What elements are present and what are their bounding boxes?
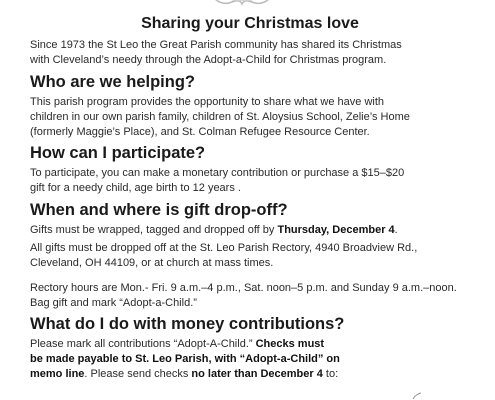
who-paragraph: This parish program provides the opportunity to share what we have with children in our own parish family, children of St. Aloysius School, Zelie’s Home (formerly Maggie’s Place), and St. Colman Refugee Resource Center. <box>30 96 410 138</box>
dropoff-deadline-text: Thursday, December 4 <box>277 224 395 236</box>
money-contributions-paragraph <box>30 337 470 382</box>
participate-paragraph: To participate, you can make a monetary contribution or purchase a $15–$20 gift for a needy child, age birth to 12 years . <box>30 167 405 194</box>
money-deadline-text: no later than December 4 <box>191 368 323 380</box>
dropoff-deadline-paragraph <box>30 223 470 238</box>
heading-money-contributions: What do I do with money contributions? <box>30 315 345 333</box>
dropoff-end-text: . <box>394 224 398 236</box>
heading-how-can-i-participate: How can I participate? <box>30 144 206 162</box>
document-page <box>30 14 470 382</box>
rectory-hours-paragraph: Rectory hours are Mon.- Fri. 9 a.m.–4 p.m., Sat. noon–5 p.m. and Sunday 9 a.m.–noon. Bag gift and mark “Adopt-a-Child.” <box>30 282 457 309</box>
decorative-top-graphic <box>212 0 272 8</box>
money-intro-text: Please mark all contributions “Adopt-A-Child.” <box>30 338 256 350</box>
dropoff-location-paragraph: All gifts must be dropped off at the St. Leo Parish Rectory, 4940 Broadview Rd., Cleveland, OH 44109, or at church at mass times. <box>30 242 418 269</box>
heading-gift-drop-off: When and where is gift drop-off? <box>30 201 288 219</box>
intro-paragraph: Since 1973 the St Leo the Great Parish community has shared its Christmas with Cleveland’s needy through the Adopt-a-Child for Christmas program. <box>30 39 402 66</box>
money-mid-text: . Please send checks <box>84 368 192 380</box>
heading-who-are-we-helping: Who are we helping? <box>30 73 196 91</box>
page-title: Sharing your Christmas love <box>141 15 359 32</box>
dropoff-intro-text: Gifts must be wrapped, tagged and dropped off by <box>30 224 278 236</box>
decorative-corner-mark <box>412 392 422 400</box>
money-checks-text: Checks must be made payable to St. Leo Parish, with “Adopt-a-Child” on memo line <box>30 338 340 380</box>
money-end-text: to: <box>322 368 339 380</box>
